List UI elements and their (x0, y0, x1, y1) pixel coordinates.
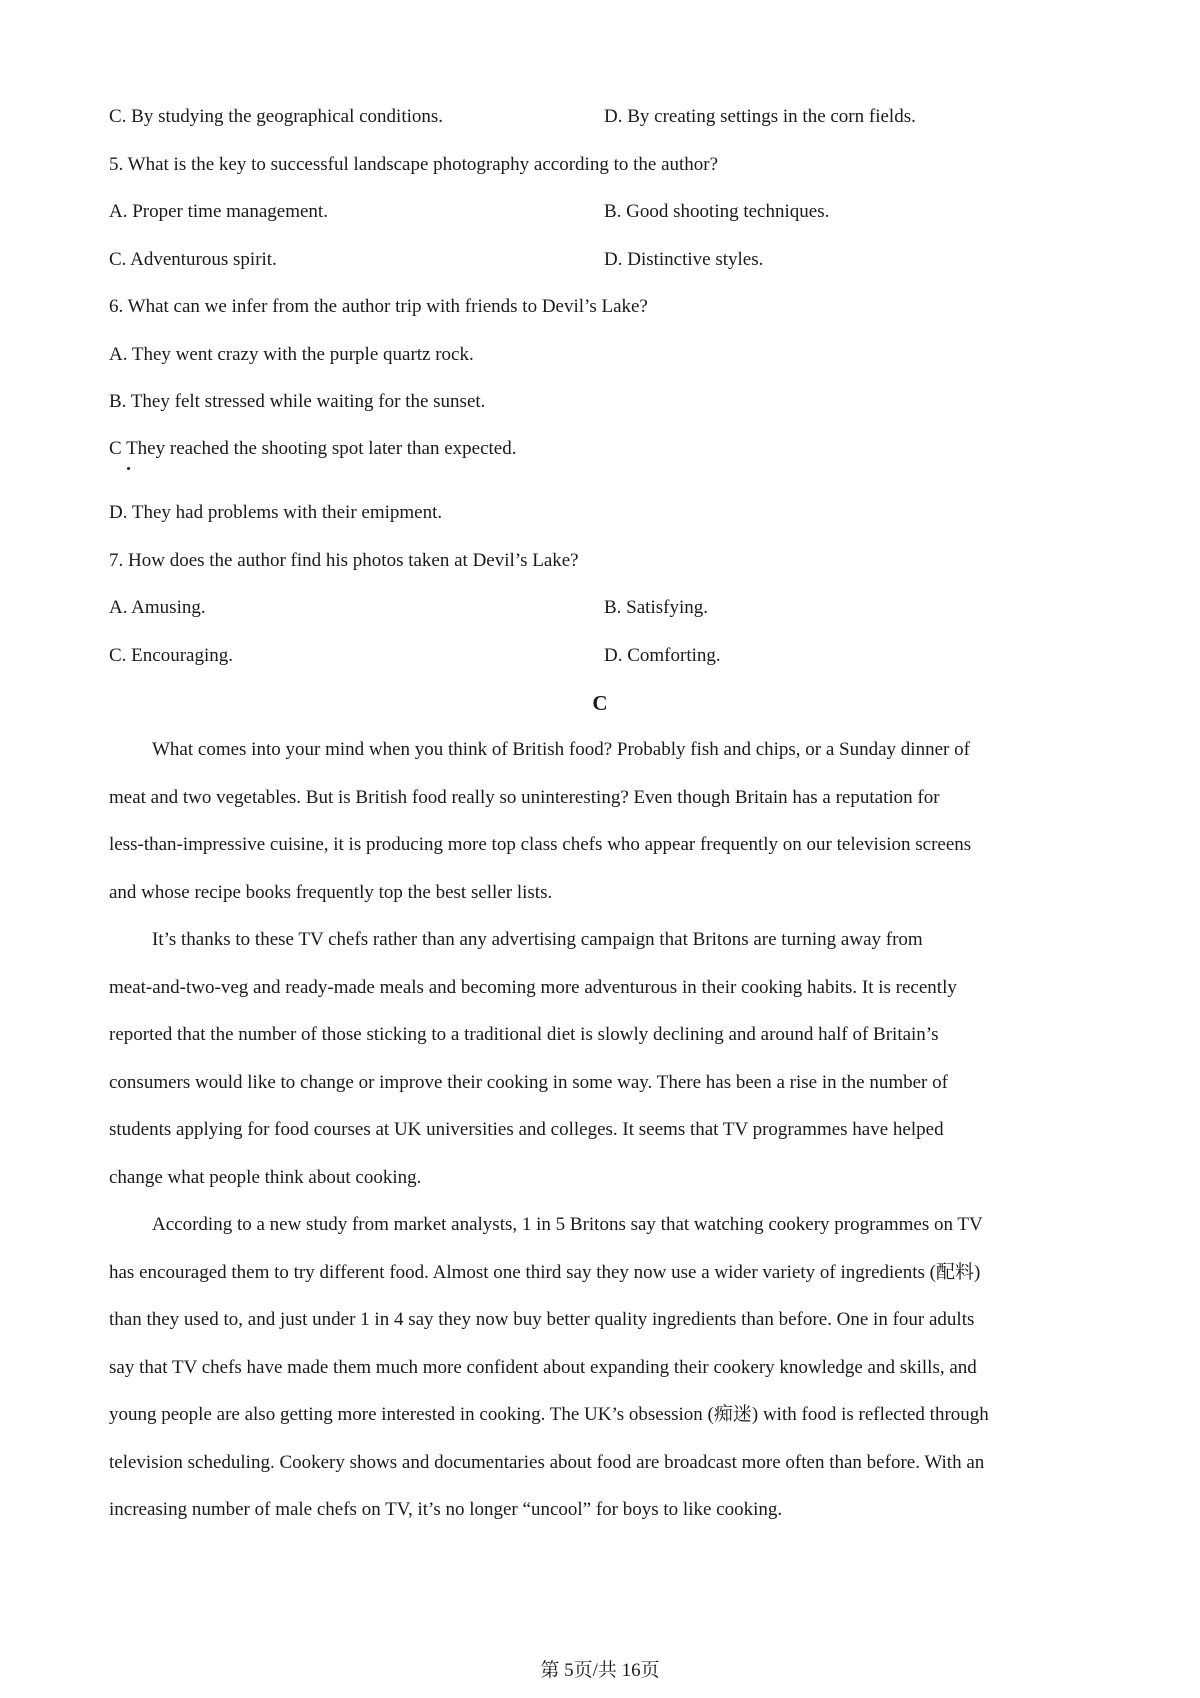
paragraph-2-line: meat-and-two-veg and ready-made meals and becoming more adventurous in their cooking habits. It is recently (109, 977, 957, 998)
paragraph-3-line: say that TV chefs have made them much more confident about expanding their cookery knowledge and skills, and (109, 1357, 977, 1378)
q5-option-d: D. Distinctive styles. (604, 249, 764, 270)
q6-option-d: D. They had problems with their emipment. (109, 502, 443, 523)
q7-option-a: A. Amusing. (109, 597, 206, 618)
stray-dot-mark (127, 467, 130, 470)
paragraph-3-line: increasing number of male chefs on TV, it’s no longer “uncool” for boys to like cooking. (109, 1499, 783, 1520)
paragraph-1-line: meat and two vegetables. But is British food really so uninteresting? Even though Britain has a reputation for (109, 787, 940, 808)
section-heading: C (592, 691, 608, 715)
paragraph-3-line: than they used to, and just under 1 in 4 say they now buy better quality ingredients than before. One in four adults (109, 1309, 975, 1330)
paragraph-2-line: students applying for food courses at UK universities and colleges. It seems that TV programmes have helped (109, 1119, 944, 1140)
q6-stem: 6. What can we infer from the author trip with friends to Devil’s Lake? (109, 296, 648, 317)
q5-option-a: A. Proper time management. (109, 201, 328, 222)
paragraph-2-line: reported that the number of those sticking to a traditional diet is slowly declining and around half of Britain’s (109, 1024, 939, 1045)
q6-option-a: A. They went crazy with the purple quartz rock. (109, 344, 474, 365)
q5-option-b: B. Good shooting techniques. (604, 201, 830, 222)
q7-option-d: D. Comforting. (604, 645, 721, 666)
q6-option-b: B. They felt stressed while waiting for the sunset. (109, 391, 486, 412)
paragraph-1-line: less-than-impressive cuisine, it is producing more top class chefs who appear frequently on our television screens (109, 834, 972, 855)
paragraph-3-line: According to a new study from market analysts, 1 in 5 Britons say that watching cookery programmes on TV (152, 1214, 983, 1235)
q4-option-d: D. By creating settings in the corn fields. (604, 106, 916, 127)
paragraph-3-line: television scheduling. Cookery shows and documentaries about food are broadcast more often than before. With an (109, 1452, 985, 1473)
q5-option-c: C. Adventurous spirit. (109, 249, 277, 270)
paragraph-1-line: What comes into your mind when you think of British food? Probably fish and chips, or a Sunday dinner of (152, 739, 970, 760)
q6-option-c: C They reached the shooting spot later than expected. (109, 438, 517, 459)
paragraph-3-line: young people are also getting more interested in cooking. The UK’s obsession (痴迷) with food is reflected through (109, 1404, 989, 1425)
paragraph-1-line: and whose recipe books frequently top the best seller lists. (109, 882, 553, 903)
paragraph-2-line: consumers would like to change or improve their cooking in some way. There has been a rise in the number of (109, 1072, 948, 1093)
paragraph-2-line: change what people think about cooking. (109, 1167, 422, 1188)
q7-option-b: B. Satisfying. (604, 597, 708, 618)
q4-option-c: C. By studying the geographical conditions. (109, 106, 444, 127)
page-number-footer: 第 5页/共 16页 (540, 1660, 660, 1681)
q7-option-c: C. Encouraging. (109, 645, 234, 666)
q5-stem: 5. What is the key to successful landscape photography according to the author? (109, 154, 719, 175)
paragraph-2-line: It’s thanks to these TV chefs rather than any advertising campaign that Britons are turning away from (152, 929, 923, 950)
paragraph-3-line: has encouraged them to try different food. Almost one third say they now use a wider variety of ingredients (配料) (109, 1262, 981, 1283)
q7-stem: 7. How does the author find his photos taken at Devil’s Lake? (109, 550, 579, 571)
